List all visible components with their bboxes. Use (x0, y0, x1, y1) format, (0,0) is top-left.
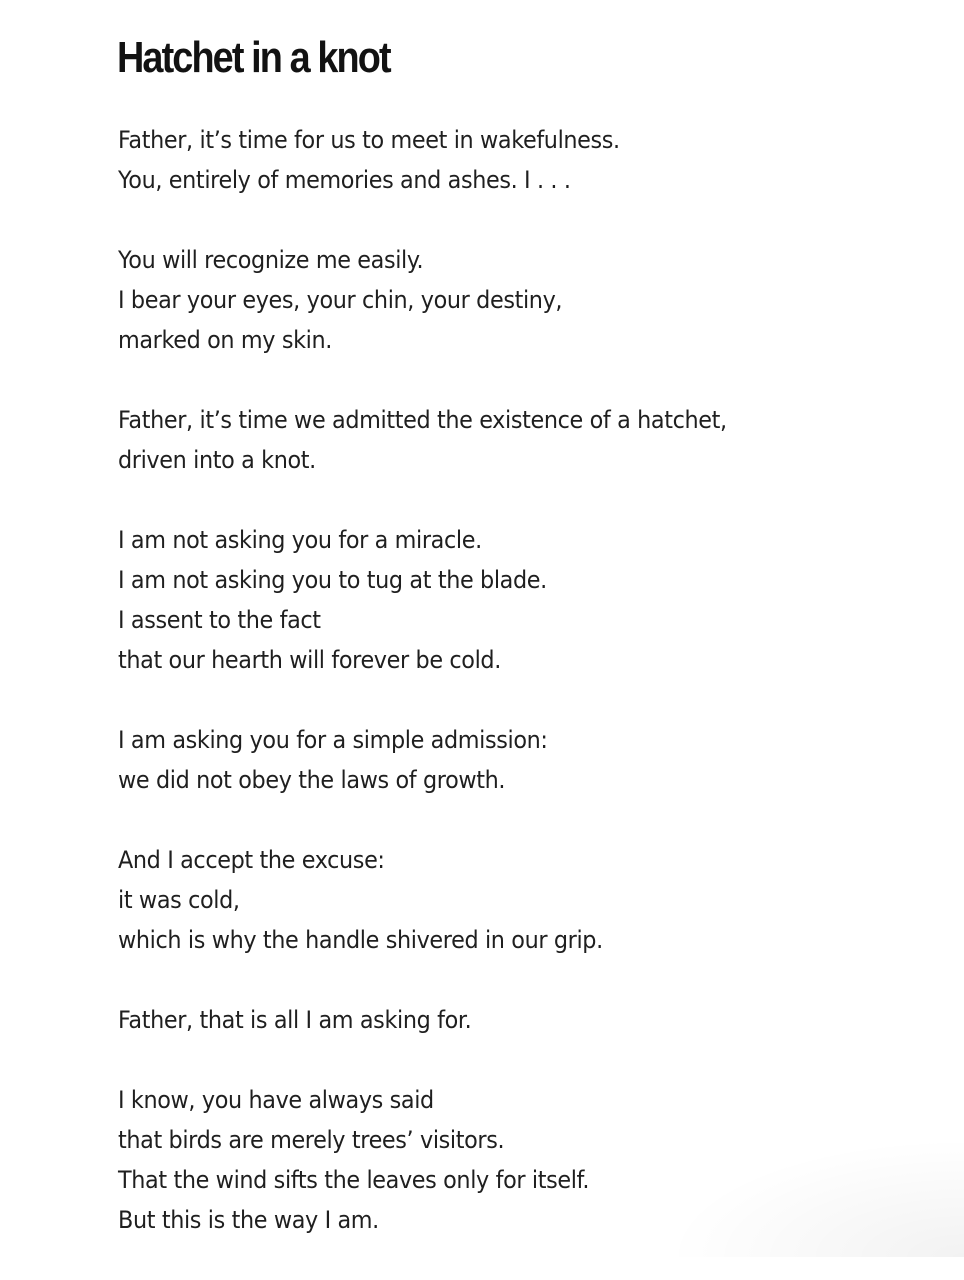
poem-body (118, 120, 773, 1280)
poem-line: That the wind sifts the leaves only for itself. (118, 1166, 590, 1194)
poem-line: I am not asking you for a miracle. (118, 526, 482, 554)
poem-line: driven into a knot. (118, 446, 316, 474)
poem-line: I assent to the fact (118, 606, 321, 634)
poem-line: I know, you have always said (118, 1086, 434, 1114)
stanza (118, 1080, 773, 1240)
stanza (118, 840, 773, 960)
poem-line: I am asking you for a simple admission: (118, 726, 548, 754)
poem-line: that our hearth will forever be cold. (118, 646, 501, 674)
stanza (118, 120, 773, 200)
poem-line: marked on my skin. (118, 326, 332, 354)
poem-line: Father, that is all I am asking for. (118, 1006, 472, 1034)
poem-line: which is why the handle shivered in our grip. (118, 926, 603, 954)
poem-line: You will recognize me easily. (118, 246, 424, 274)
poem-line: it was cold, (118, 886, 240, 914)
poem-line: Father, it’s time we admitted the existence of a hatchet, (118, 406, 727, 434)
poem-line: that birds are merely trees’ visitors. (118, 1126, 505, 1154)
stanza (118, 240, 773, 360)
stanza (118, 520, 773, 680)
stanza (118, 400, 773, 480)
stanza (118, 720, 773, 800)
poem-line: we did not obey the laws of growth. (118, 766, 506, 794)
poem-line: But this is the way I am. (118, 1206, 379, 1234)
poem-line: And I accept the excuse: (118, 846, 385, 874)
poem-line: Father, it’s time for us to meet in wakefulness. (118, 126, 620, 154)
stanza (118, 1000, 773, 1040)
poem-line: You, entirely of memories and ashes. I . . . (118, 166, 571, 194)
poem-line: I bear your eyes, your chin, your destiny, (118, 286, 563, 314)
poem-line: I am not asking you to tug at the blade. (118, 566, 547, 594)
poem-title: Hatchet in a knot (117, 33, 390, 82)
